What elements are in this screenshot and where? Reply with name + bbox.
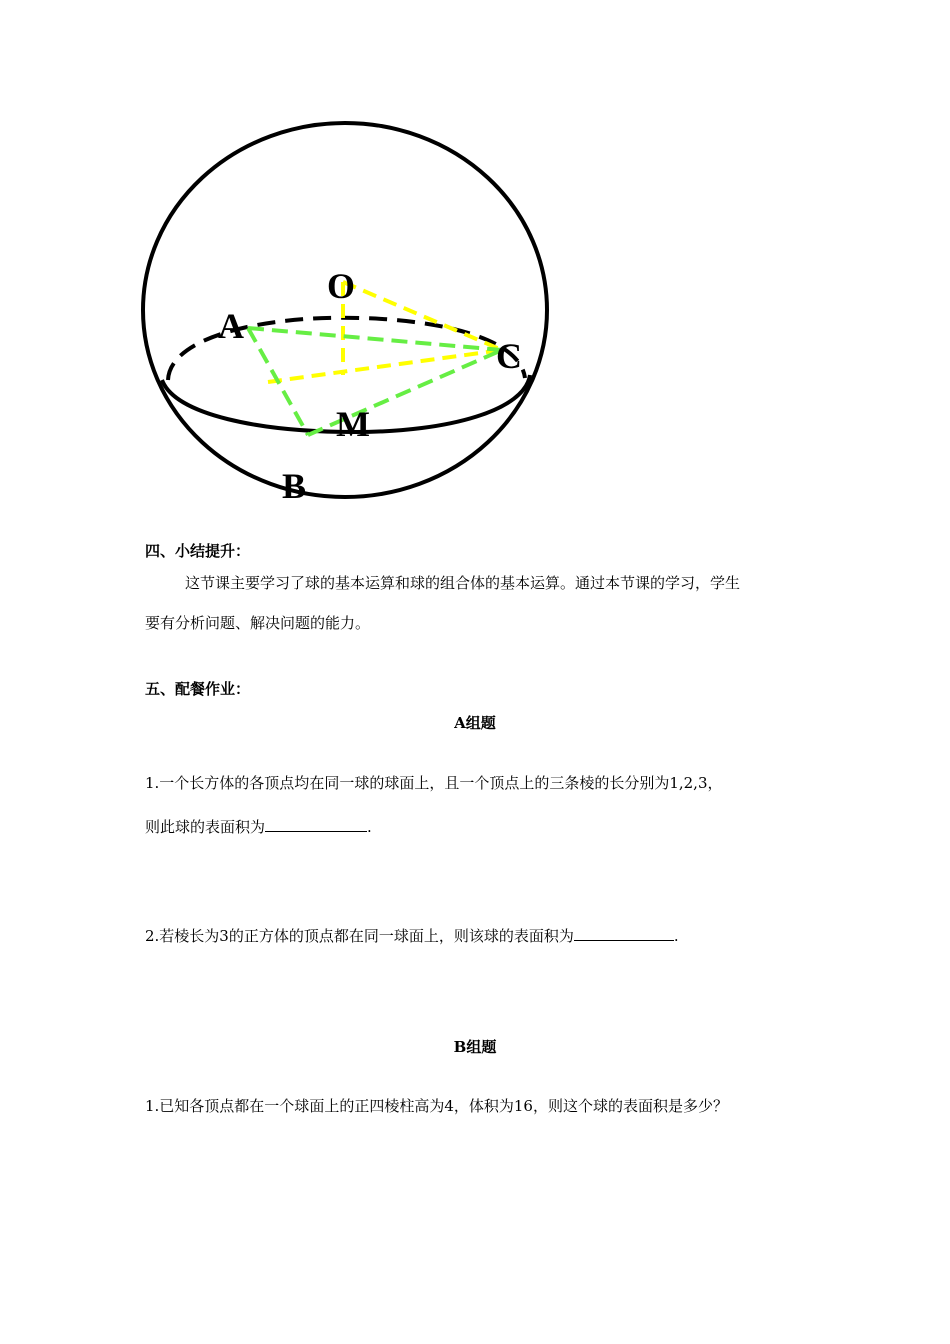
point-label-B: B — [282, 466, 307, 506]
group-a-question-2 — [145, 926, 679, 944]
segment-AM — [248, 328, 308, 435]
group-a-question-2-end: . — [673, 927, 679, 945]
group-b-question-1: 1.已知各顶点都在一个球面上的正四棱柱高为4，体积为16，则这个球的表面积是多少？ — [145, 1097, 728, 1115]
section4-paragraph-line2: 要有分析问题、解决问题的能力。 — [145, 614, 371, 632]
group-a-question-1-line2 — [145, 817, 372, 835]
group-b-title: B组题 — [453, 1038, 497, 1056]
answer-blank-a1[interactable] — [265, 817, 367, 832]
segment-OC — [343, 282, 502, 350]
group-a-question-1-end: . — [367, 818, 372, 836]
section5-heading: 五、配餐作业： — [145, 680, 251, 698]
section4-heading: 四、小结提升： — [145, 542, 251, 560]
point-label-A: A — [218, 306, 244, 346]
point-label-O: O — [327, 266, 356, 306]
point-label-M: M — [336, 404, 370, 444]
group-a-question-2-text: 2.若棱长为3的正方体的顶点都在同一球面上，则该球的表面积为 — [145, 927, 574, 945]
point-label-C: C — [496, 336, 522, 376]
group-a-title: A组题 — [454, 714, 496, 732]
group-a-question-1-text: 则此球的表面积为 — [145, 818, 266, 836]
sphere-figure — [130, 110, 570, 510]
answer-blank-a2[interactable] — [574, 926, 674, 941]
section4-paragraph-line1: 这节课主要学习了球的基本运算和球的组合体的基本运算。通过本节课的学习，学生 — [185, 574, 741, 592]
group-a-question-1-line1: 1.一个长方体的各顶点均在同一球的球面上，且一个顶点上的三条棱的长分别为1,2,3， — [145, 774, 723, 792]
sphere-diagram — [130, 110, 570, 510]
